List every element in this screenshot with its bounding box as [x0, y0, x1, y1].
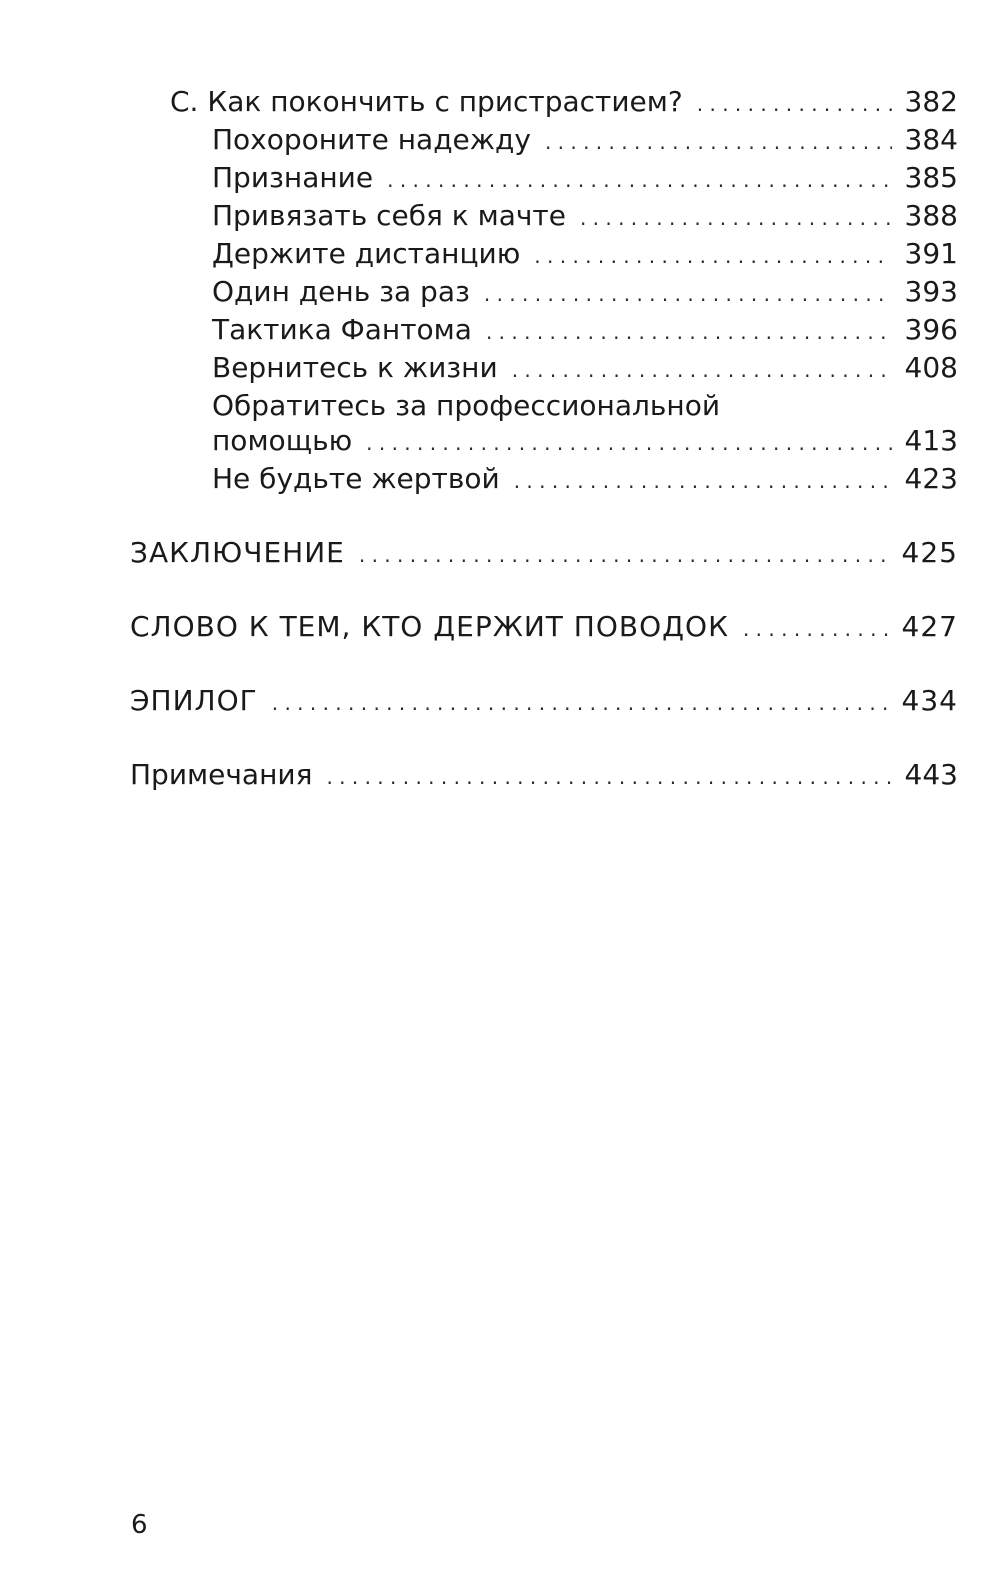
- dot-leader: [743, 612, 892, 647]
- toc-entry-title: Примечания: [130, 758, 313, 791]
- toc-entry-chapter-epilogue[interactable]: [130, 683, 958, 721]
- toc-entry-chapter-conclusion[interactable]: [130, 535, 958, 573]
- toc-entry-section-c[interactable]: [170, 84, 958, 122]
- toc-entry-subsection[interactable]: [212, 160, 958, 198]
- toc-entry-page: 434: [901, 684, 958, 717]
- toc-entry-subsection-wrapped[interactable]: [212, 423, 958, 461]
- toc-entry-title: Признание: [212, 161, 374, 194]
- toc-entry-title: Не будьте жертвой: [212, 462, 500, 495]
- dot-leader: [387, 163, 892, 198]
- dot-leader: [366, 426, 892, 461]
- toc-entry-page: 391: [904, 237, 958, 270]
- toc-entry-subsection[interactable]: [212, 461, 958, 499]
- spacer: [130, 721, 958, 757]
- toc-entry-title: ЭПИЛОГ: [130, 684, 258, 717]
- spacer: [130, 573, 958, 609]
- table-of-contents: [130, 84, 958, 795]
- toc-entry-page: 413: [904, 424, 958, 457]
- toc-entry-page: 388: [904, 199, 958, 232]
- toc-entry-title: Похороните надежду: [212, 123, 531, 156]
- spacer: [130, 499, 958, 535]
- dot-leader: [359, 538, 892, 573]
- dot-leader: [484, 277, 892, 312]
- page-number: 6: [131, 1510, 148, 1540]
- toc-entry-page: 396: [904, 313, 958, 346]
- toc-entry-page: 382: [904, 85, 958, 118]
- toc-entry-subsection[interactable]: [212, 198, 958, 236]
- toc-entry-page: 393: [904, 275, 958, 308]
- dot-leader: [580, 201, 892, 236]
- toc-entry-title: Тактика Фантома: [212, 313, 472, 346]
- toc-entry-page: 408: [904, 351, 958, 384]
- toc-entry-subsection[interactable]: [212, 236, 958, 274]
- toc-entry-subsection[interactable]: [212, 274, 958, 312]
- toc-entry-title: Один день за раз: [212, 275, 470, 308]
- toc-entry-page: 425: [901, 536, 958, 569]
- toc-entry-title: СЛОВО К ТЕМ, КТО ДЕРЖИТ ПОВОДОК: [130, 610, 729, 643]
- toc-entry-page: 423: [904, 462, 958, 495]
- dot-leader: [512, 353, 892, 388]
- toc-entry-title: Привязать себя к мачте: [212, 199, 566, 232]
- toc-entry-page: 427: [901, 610, 958, 643]
- dot-leader: [514, 464, 892, 499]
- toc-entry-chapter-word[interactable]: [130, 609, 958, 647]
- dot-leader: [326, 760, 892, 795]
- toc-entry-subsection[interactable]: [212, 350, 958, 388]
- dot-leader: [545, 125, 892, 160]
- spacer: [130, 647, 958, 683]
- toc-entry-title: Вернитесь к жизни: [212, 351, 498, 384]
- toc-entry-subsection[interactable]: [212, 122, 958, 160]
- dot-leader: [272, 686, 892, 721]
- toc-entry-title-line2: помощью: [212, 424, 353, 457]
- toc-entry-title-line1[interactable]: Обратитесь за профессиональной: [212, 389, 721, 422]
- toc-entry-page: 385: [904, 161, 958, 194]
- toc-entry-title: С. Как покончить с пристрастием?: [170, 85, 683, 118]
- toc-entry-title: Держите дистанцию: [212, 237, 521, 270]
- toc-entry-subsection[interactable]: [212, 312, 958, 350]
- dot-leader: [697, 87, 892, 122]
- toc-entry-page: 443: [904, 758, 958, 791]
- toc-entry-page: 384: [904, 123, 958, 156]
- dot-leader: [486, 315, 892, 350]
- toc-entry-title: ЗАКЛЮЧЕНИЕ: [130, 536, 345, 569]
- dot-leader: [534, 239, 892, 274]
- toc-entry-notes[interactable]: [130, 757, 958, 795]
